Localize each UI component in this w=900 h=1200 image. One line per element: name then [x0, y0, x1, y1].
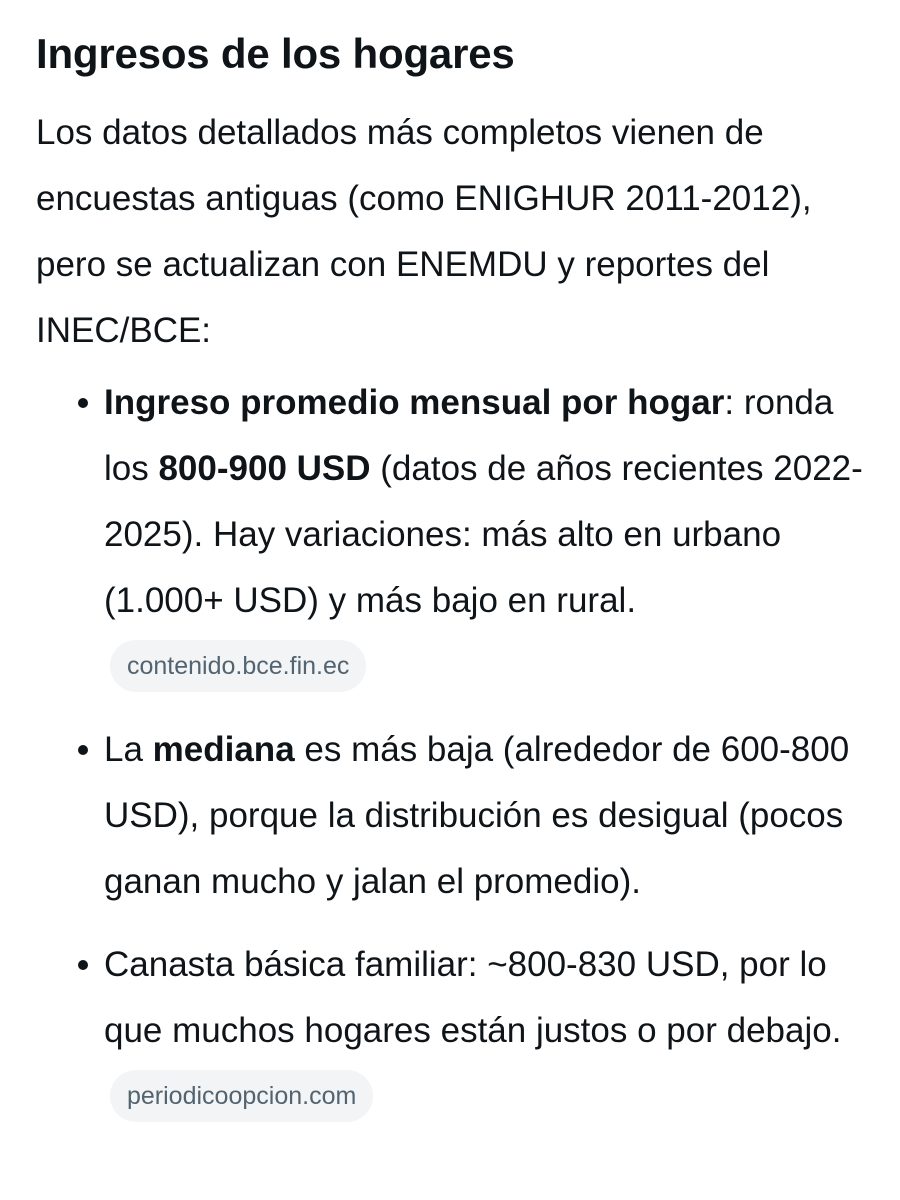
- bold-term: Ingreso promedio mensual por hogar: [104, 383, 725, 422]
- source-citation-chip[interactable]: contenido.bce.fin.ec: [110, 640, 366, 692]
- bullet-dot-icon: [78, 745, 88, 755]
- bullet-dot-icon: [78, 398, 88, 408]
- bullet-list: [36, 370, 876, 1130]
- list-item: [36, 370, 876, 700]
- item-text: : ronda los: [104, 383, 834, 488]
- bullet-dot-icon: [78, 960, 88, 970]
- list-item: [36, 932, 876, 1130]
- item-text: La: [104, 730, 153, 769]
- source-citation-chip[interactable]: periodicoopcion.com: [110, 1070, 373, 1122]
- item-text: es más baja (alrededor de 600-800 USD), porque la distribución es desigual (pocos ganan mucho y jalan el promedio).: [104, 730, 850, 901]
- bold-term: mediana: [152, 730, 295, 769]
- chat-response: [36, 22, 876, 1147]
- list-item: [36, 717, 876, 915]
- item-text: (datos de años recientes 2022-2025). Hay variaciones: más alto en urbano (1.000+ USD) y más bajo en rural.: [104, 449, 863, 620]
- intro-paragraph: Los datos detallados más completos vienen de encuestas antiguas (como ENIGHUR 2011-2012), pero se actualizan con ENEMDU y reportes del INEC/BCE:: [36, 113, 812, 350]
- bold-value: 800-900 USD: [158, 449, 371, 488]
- section-heading: Ingresos de los hogares: [36, 30, 515, 77]
- item-text: Canasta básica familiar: ~800-830 USD, por lo que muchos hogares están justos o por debajo.: [104, 945, 842, 1050]
